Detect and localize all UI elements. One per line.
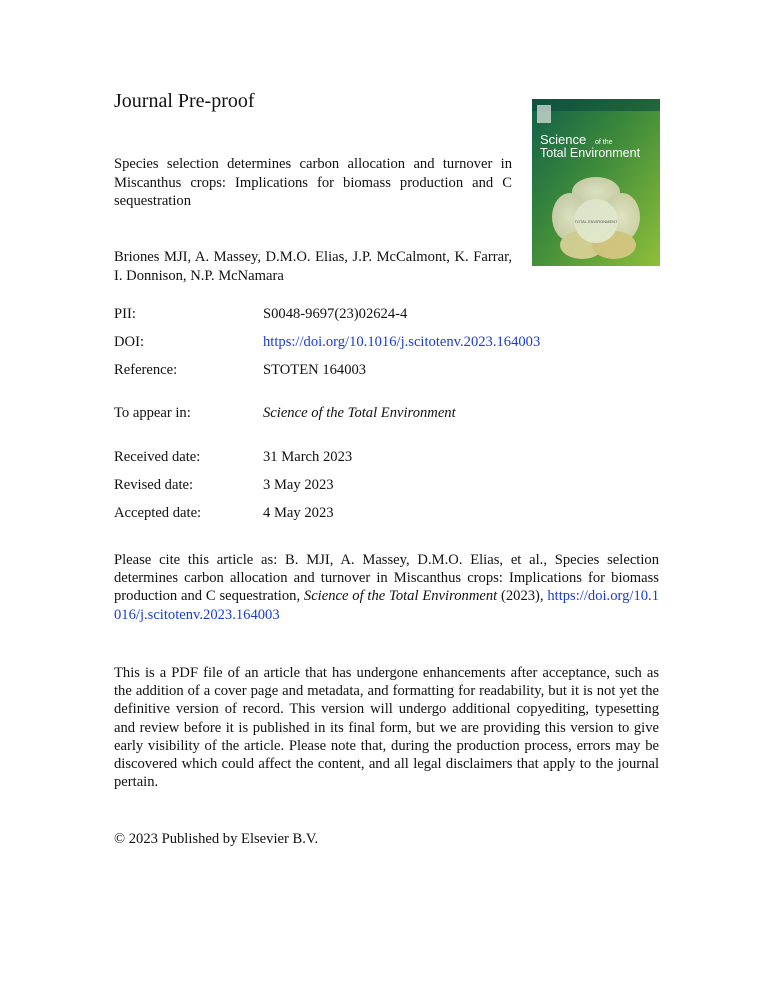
citation-paragraph: [114, 551, 659, 624]
article-authors: Briones MJI, A. Massey, D.M.O. Elias, J.P. McCalmont, K. Farrar, I. Donnison, N.P. McNamara: [114, 249, 512, 284]
page-heading: Journal Pre-proof: [114, 90, 255, 112]
cover-center-label: TOTAL ENVIRONMENT: [574, 219, 618, 224]
received-label: Received date:: [114, 449, 201, 465]
cover-journal-line2: of the: [595, 139, 613, 146]
article-title: Species selection determines carbon allocation and turnover in Miscanthus crops: Implications for biomass production and C sequestration: [114, 156, 512, 209]
citation-year: (2023),: [497, 588, 548, 605]
accepted-label: Accepted date:: [114, 505, 202, 521]
reference-label: Reference:: [114, 362, 178, 378]
received-value: 31 March 2023: [263, 449, 353, 465]
appear-value: Science of the Total Environment: [263, 405, 456, 421]
journal-cover-image: [532, 99, 660, 266]
cover-journal-line1: Science: [540, 132, 587, 147]
copyright-notice: © 2023 Published by Elsevier B.V.: [114, 831, 319, 847]
citation-prefix: Please cite this article as: B. MJI, A. Massey, D.M.O. Elias, et al., Species selection determines carbon allocation and turnover in Miscanthus crops: Implications for biomass production and C sequestration,: [114, 552, 659, 605]
doi-link[interactable]: https://doi.org/10.1016/j.scitotenv.2023.164003: [263, 334, 541, 350]
citation-journal: Science of the Total Environment: [303, 588, 498, 605]
revised-label: Revised date:: [114, 477, 194, 493]
cover-journal-line3: Total Environment: [540, 146, 641, 160]
doi-label: DOI:: [114, 334, 144, 350]
accepted-value: 4 May 2023: [263, 505, 334, 521]
pii-value: S0048-9697(23)02624-4: [263, 306, 408, 322]
notice-paragraph: [114, 664, 659, 791]
notice-text: This is a PDF file of an article that has undergone enhancements after acceptance, such as the addition of a cover page and metadata, and formatting for readability, but it is not yet the definitive version of record. This version will undergo additional copyediting, typesetting and review before it is published in its final form, but we are providing this version to give early visibility of the article. Please note that, during the production process, errors may be discovered which could affect the content, and all legal disclaimers that apply to the journal pertain.: [114, 665, 659, 791]
revised-value: 3 May 2023: [263, 477, 334, 493]
pii-label: PII:: [114, 306, 136, 322]
appear-label: To appear in:: [114, 405, 191, 421]
reference-value: STOTEN 164003: [263, 362, 367, 378]
citation-doi-link[interactable]: https://doi.org/10.1016/j.scitotenv.2023.164003: [114, 588, 659, 623]
